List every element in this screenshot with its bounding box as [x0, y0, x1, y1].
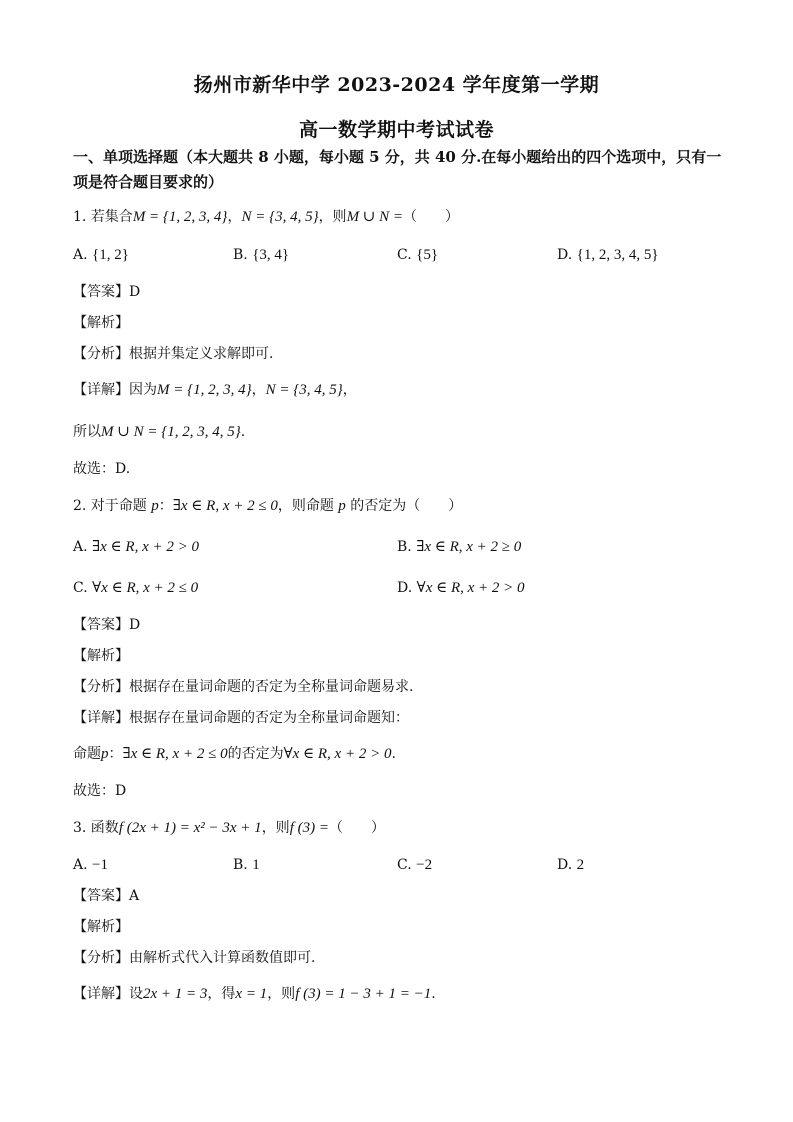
q2-choose: 故选：D: [73, 783, 127, 799]
q2-option-b[interactable]: B. ∃x ∈ R, x + 2 ≥ 0: [397, 539, 522, 555]
q2-answer: 【答案】D: [73, 617, 141, 633]
q3-option-a[interactable]: A. −1: [73, 857, 108, 873]
q3-answer: 【答案】A: [73, 888, 140, 904]
q1-choose: 故选：D.: [73, 461, 131, 477]
q2-option-c[interactable]: C. ∀x ∈ R, x + 2 ≤ 0: [73, 580, 199, 596]
q2-option-d[interactable]: D. ∀x ∈ R, x + 2 > 0: [397, 580, 525, 596]
q1-option-d[interactable]: D. {1, 2, 3, 4, 5}: [557, 247, 659, 263]
q3-option-c[interactable]: C. −2: [397, 857, 433, 873]
q1-detail: 【详解】因为M = {1, 2, 3, 4}，N = {3, 4, 5}，: [73, 382, 357, 398]
q1-detail-2: 所以M ∪ N = {1, 2, 3, 4, 5}.: [73, 424, 246, 440]
q1-answer: 【答案】D: [73, 284, 141, 300]
question-2-stem: 2. 对于命题 p：∃x ∈ R, x + 2 ≤ 0，则命题 p 的否定为（ ）: [73, 498, 463, 514]
q3-option-d[interactable]: D. 2: [557, 857, 585, 873]
set-m: M = {1, 2, 3, 4}: [132, 209, 228, 225]
q2-detail: 【详解】根据存在量词命题的否定为全称量词命题知：: [73, 710, 409, 726]
q2-analysis-tag: 【解析】: [73, 648, 129, 664]
section-heading: 一、单项选择题（本大题共 8 小题，每小题 5 分，共 40 分.在每小题给出的四个选项中，只有一项是符合题目要求的）: [73, 148, 722, 191]
union-expr: M ∪ N =: [346, 209, 404, 225]
exam-title: 扬州市新华中学 2023-2024 学年度第一学期: [193, 74, 600, 96]
q1-fenxi: 【分析】根据并集定义求解即可.: [73, 346, 274, 362]
q3-detail: 【详解】设2x + 1 = 3，得x = 1，则f (3) = 1 − 3 + 1 = −1.: [73, 986, 436, 1002]
set-n: N = {3, 4, 5}: [241, 209, 319, 225]
question-3-stem: 3. 函数f (2x + 1) = x² − 3x + 1，则f (3) =（ ）: [73, 820, 385, 836]
exam-subtitle: 高一数学期中考试试卷: [298, 119, 494, 141]
q2-fenxi: 【分析】根据存在量词命题的否定为全称量词命题易求.: [73, 679, 414, 695]
q3-option-b[interactable]: B. 1: [233, 857, 260, 873]
q1-analysis-tag: 【解析】: [73, 315, 129, 331]
q2-detail-2: 命题p：∃x ∈ R, x + 2 ≤ 0的否定为∀x ∈ R, x + 2 > 0.: [73, 746, 396, 762]
q2-option-a[interactable]: A. ∃x ∈ R, x + 2 > 0: [73, 539, 199, 555]
q3-fenxi: 【分析】由解析式代入计算函数值即可.: [73, 950, 316, 966]
q1-option-b[interactable]: B. {3, 4}: [233, 247, 290, 263]
q3-analysis-tag: 【解析】: [73, 919, 129, 935]
q1-option-a[interactable]: A. {1, 2}: [73, 247, 129, 263]
q1-option-c[interactable]: C. {5}: [397, 247, 439, 263]
question-1-stem: 1. 若集合M = {1, 2, 3, 4}，N = {3, 4, 5}，则M ∪ N =（ ）: [73, 209, 460, 225]
